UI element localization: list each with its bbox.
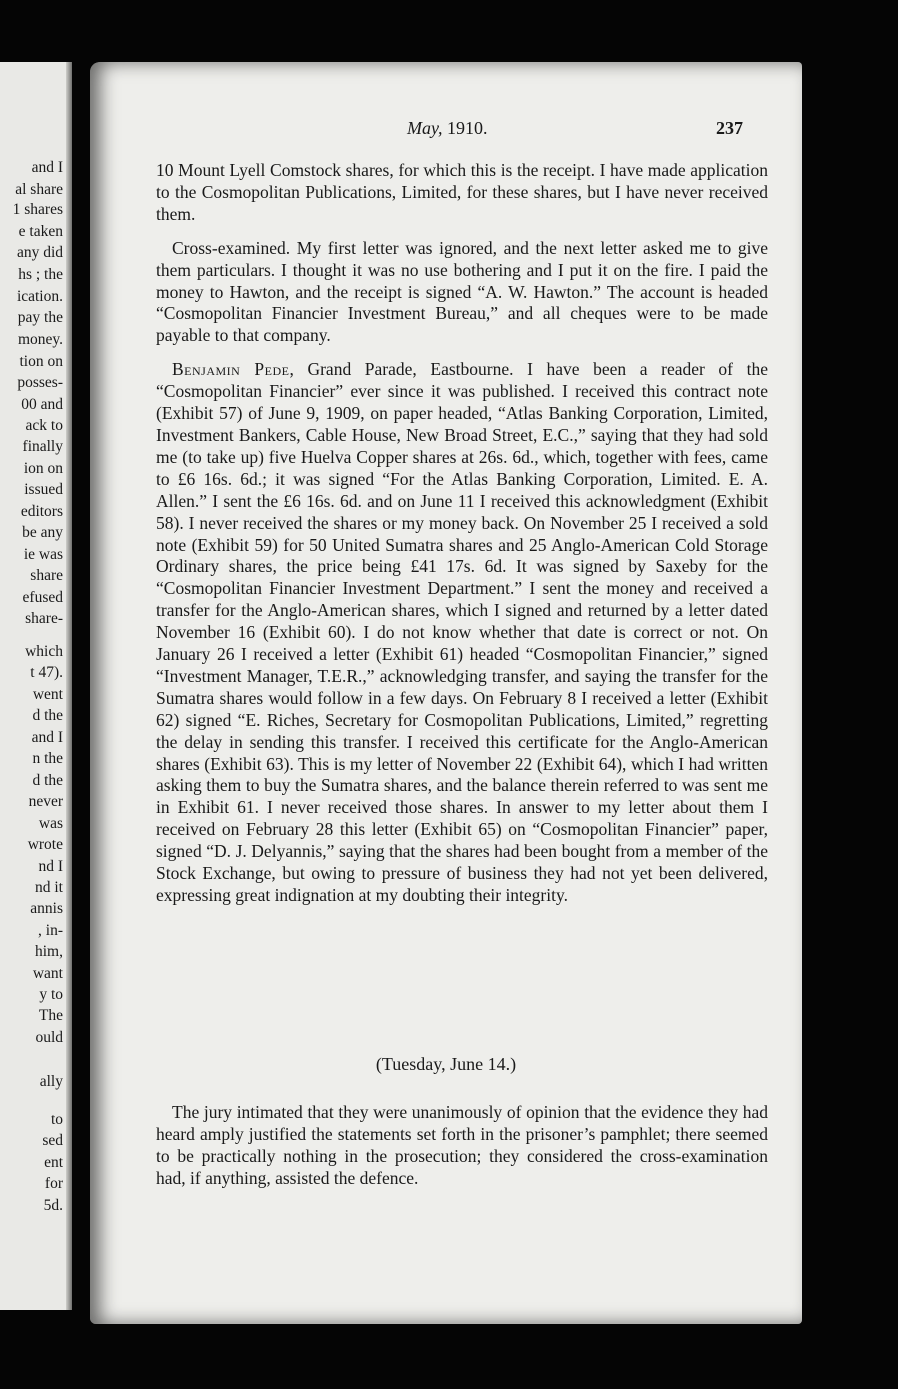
running-title-year: 1910. xyxy=(447,118,488,138)
paragraph-benjamin-pede xyxy=(156,359,768,907)
left-page-fragment xyxy=(0,62,72,1310)
left-page-line: be any xyxy=(22,524,63,541)
left-page-line: n the xyxy=(32,750,63,767)
paragraph-receipt: 10 Mount Lyell Comstock shares, for which this is the receipt. I have made application to the Cosmopolitan Publications, Limited, for these shares, but I have never received them. xyxy=(156,160,768,224)
left-page-line: d the xyxy=(32,707,63,724)
left-page-line: any did xyxy=(16,244,63,261)
page-gutter-shadow xyxy=(66,62,72,1310)
left-page-line: share- xyxy=(25,610,63,627)
left-page-line: y to xyxy=(39,986,63,1003)
left-page-line: wrote xyxy=(27,836,63,853)
left-page-line: 00 and xyxy=(21,396,63,413)
paragraph-cross-examined: Cross-examined. My first letter was ignored, and the next letter asked me to give them particulars. I thought it was no use bothering and I put it on the fire. I paid the money to Hawton, and the receipt is signed “A. W. Hawton.” The account is headed “Cosmopolitan Financier Investment Bureau,” and all cheques were to be made payable to that company. xyxy=(156,237,768,346)
left-page-line: editors xyxy=(20,503,63,520)
right-page xyxy=(90,62,802,1324)
left-page-line: ent xyxy=(44,1154,63,1171)
left-page-line: share xyxy=(30,567,63,584)
left-page-line: ould xyxy=(35,1029,63,1046)
left-page-line: ack to xyxy=(25,417,63,434)
left-page-line: and I xyxy=(31,159,63,176)
left-page-line: money. xyxy=(17,331,63,348)
left-page-line: hs ; the xyxy=(18,266,63,283)
left-page-line: tion on xyxy=(19,353,63,370)
left-page-line: never xyxy=(28,793,63,810)
page-header xyxy=(90,118,802,144)
left-page-line: finally xyxy=(22,438,63,455)
left-page-line: efused xyxy=(22,589,63,606)
left-page-line: nd I xyxy=(38,858,63,875)
left-page-line: pay the xyxy=(17,309,63,326)
left-page-line: t 47). xyxy=(30,664,63,681)
left-page-line: and I xyxy=(31,729,63,746)
left-page-line: d the xyxy=(32,772,63,789)
left-page-line: 1 shares xyxy=(12,201,63,218)
left-page-line: was xyxy=(38,815,63,832)
paragraph-jury: The jury intimated that they were unanimously of opinion that the evidence they had heard amply justified the statements set forth in the prisoner’s pamphlet; there seemed to be practically nothing in the prosecution; they considered the cross-examination had, if anything, assisted the defence. xyxy=(156,1102,768,1188)
left-page-line: , in- xyxy=(38,922,63,939)
left-page-line: ie was xyxy=(23,546,63,563)
left-page-line: for xyxy=(44,1175,63,1192)
left-page-line: to xyxy=(50,1111,63,1128)
section-heading: (Tuesday, June 14.) xyxy=(375,1054,517,1074)
left-page-line: issued xyxy=(24,481,63,498)
left-page-line: nd it xyxy=(35,879,63,896)
left-page-line: him, xyxy=(35,943,63,960)
left-page-line: sed xyxy=(42,1132,63,1149)
left-page-line: ally xyxy=(39,1073,63,1090)
left-page-line: 5d. xyxy=(43,1197,63,1214)
witness-testimony: , Grand Parade, Eastbourne. I have been a reader of the “Cosmopolitan Financier” ever since it was published. I received this contract note (Exhibit 57) of June 9, 1909, on paper headed, “Atlas Banking Corporation, Limited, Investment Bankers, Cable House, New Broad Street, E.C.,” saying that they had sold me (to take up) five Huelva Copper shares at 26s. 6d., which, together with fees, came to £6 16s. 6d.; it was signed “For the Atlas Banking Corporation, Limited. E. A. Allen.” I sent the £6 16s. 6d. and on June 11 I received this acknowledgment (Exhibit 58). I never received the shares or my money back. On November 25 I received a sold note (Exhibit 59) for 50 United Sumatra shares and 25 Anglo-American Cold Storage Ordinary shares, the price being £41 17s. 6d. It was signed by Saxeby for the “Cosmopolitan Financier Investment Department.” I sent the money and received a transfer for the Anglo-American shares, which I signed and returned by a letter dated November 16 (Exhibit 60). I do not know whether that date is correct or not. On January 26 I received a letter (Exhibit 61) headed “Cosmopolitan Financier,” signed “Investment Manager, T.E.R.,” acknowledging transfer, and saying the transfer for the Sumatra shares would follow in a few days. On February 8 I received a letter (Exhibit 62) signed “E. Riches, Secretary for Cosmopolitan Publications, Limited,” regretting the delay in sending this transfer. I received this certificate for the Anglo-American shares (Exhibit 63). This is my letter of November 22 (Exhibit 64), which I had written asking them to buy the Sumatra shares, and the balance therein referred to was sent me in Exhibit 61. I never received those shares. In answer to my letter about them I received on February 28 this letter (Exhibit 65) on “Cosmopolitan Financier” paper, signed “D. J. Delyannis,” saying that the shares had been bought from a member of the Stock Exchange, but owing to pressure of business they had not yet been delivered, expressing great indignation at my doubting their integrity. xyxy=(156,359,768,905)
left-page-line: ion on xyxy=(23,460,63,477)
left-page-line: want xyxy=(32,965,63,982)
left-page-line: ication. xyxy=(16,288,63,305)
left-page-line: posses- xyxy=(17,374,63,391)
running-title: May, 1910. xyxy=(407,118,488,138)
left-page-line: The xyxy=(38,1007,63,1024)
left-page-line: e taken xyxy=(18,223,63,240)
witness-name: Benjamin Pede xyxy=(172,359,290,380)
left-page-line: which xyxy=(25,643,63,660)
left-page-line: went xyxy=(32,686,63,703)
left-page-line: al share xyxy=(15,181,63,198)
left-page-line: annis xyxy=(30,900,63,917)
page-number: 237 xyxy=(716,118,743,138)
body-text xyxy=(156,160,768,919)
